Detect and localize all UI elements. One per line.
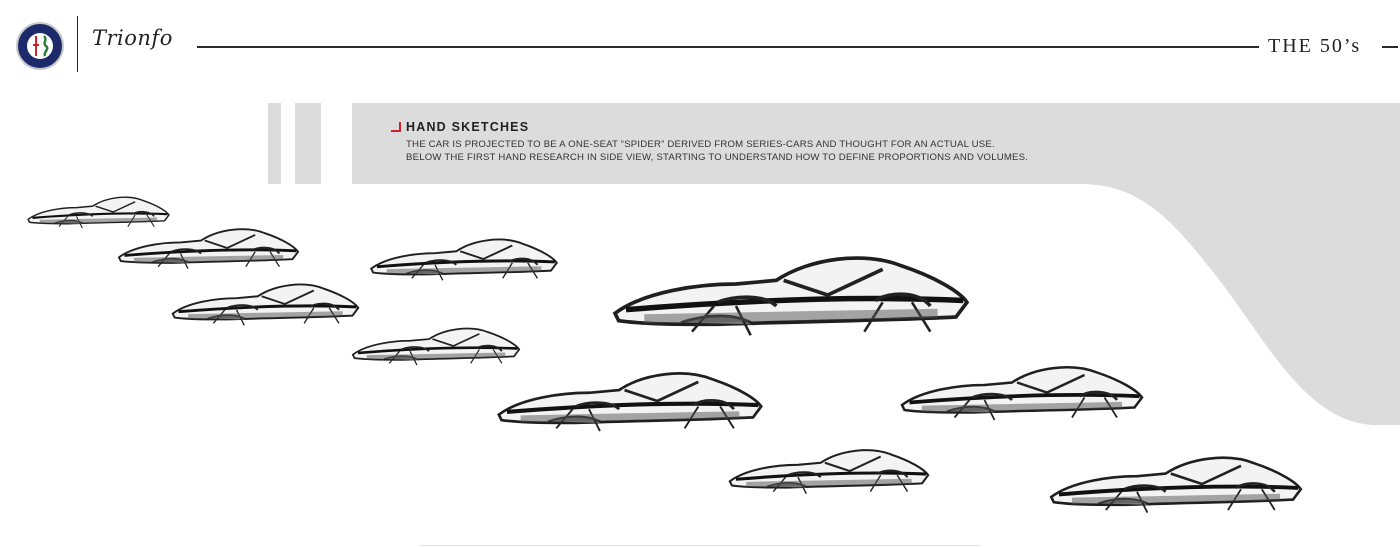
section-title: THE 50’s — [1268, 35, 1362, 57]
sketch-7 — [499, 373, 761, 431]
sketch-5 — [615, 258, 967, 335]
sketch-3 — [371, 240, 557, 281]
intro-line-1: THE CAR IS PROJECTED TO BE A ONE-SEAT “SPIDER” DERIVED FROM SERIES-CARS AND THOUGHT FOR AN ACTUAL USE. — [406, 139, 995, 150]
sketch-2 — [119, 229, 298, 268]
sketch-1 — [28, 197, 169, 228]
sketch-9 — [730, 450, 928, 494]
brand-name: Trionfo — [92, 26, 173, 50]
sketch-8 — [902, 367, 1142, 420]
sketch-10 — [1051, 458, 1301, 513]
bottom-rule — [420, 545, 980, 546]
intro-title: HAND SKETCHES — [406, 120, 530, 134]
sketch-6 — [353, 329, 519, 366]
sketch-4 — [173, 285, 359, 326]
intro-line-2: BELOW THE FIRST HAND RESEARCH IN SIDE VIEW, STARTING TO UNDERSTAND HOW TO DEFINE PROPORTIONS AND VOLUMES. — [406, 152, 1029, 163]
